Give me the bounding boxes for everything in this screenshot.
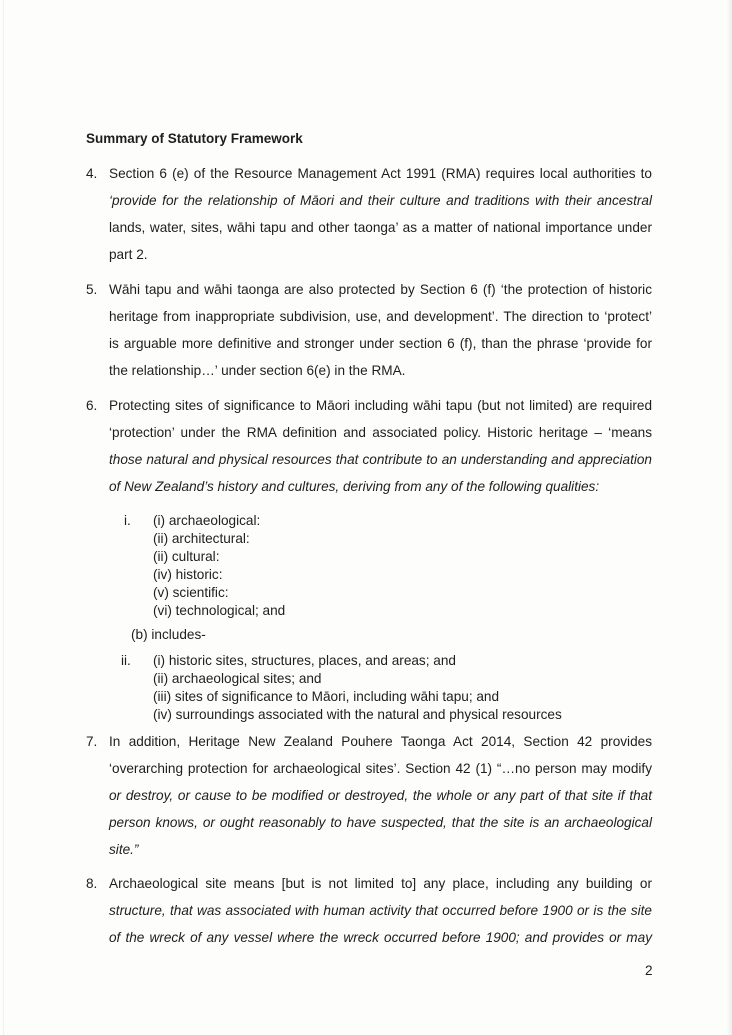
- paragraph-line: ‘overarching protection for archaeological sites’. Section 42 (1) “…no person may modify: [109, 761, 652, 776]
- paragraph-5: [86, 276, 652, 384]
- paragraph-line: structure, that was associated with human activity that occurred before 1900 or is the site: [109, 903, 652, 918]
- paragraph-line: heritage from inappropriate subdivision, use, and development’. The direction to ‘protect’: [109, 309, 652, 324]
- list-item: (iv) surroundings associated with the natural and physical resources: [153, 707, 562, 722]
- page-number: 2: [645, 963, 653, 978]
- list-roman-numeral: ii.: [121, 653, 131, 668]
- section-heading: Summary of Statutory Framework: [86, 131, 303, 146]
- list-item: (v) scientific:: [153, 585, 229, 600]
- paragraph-line: or destroy, or cause to be modified or destroyed, the whole or any part of that site if that: [109, 788, 652, 803]
- scan-edge-shadow: [726, 0, 732, 1035]
- list-item: (iii) sites of significance to Māori, including wāhi tapu; and: [153, 689, 500, 704]
- paragraph-line: the relationship…’ under section 6(e) in the RMA.: [109, 363, 406, 378]
- paragraph-number: 6.: [86, 398, 98, 413]
- paragraph-line: person knows, or ought reasonably to have suspected, that the site is an archaeological: [109, 815, 652, 830]
- paragraph-7: [86, 728, 652, 863]
- paragraph-line: of the wreck of any vessel where the wreck occurred before 1900; and provides or may: [109, 930, 652, 945]
- paragraph-6: [86, 392, 652, 500]
- list-item: (i) archaeological:: [153, 513, 261, 528]
- paragraph-line: Protecting sites of significance to Māori including wāhi tapu (but not limited) are required: [109, 398, 652, 413]
- paragraph-number: 4.: [86, 166, 98, 181]
- paragraph-line: of New Zealand’s history and cultures, deriving from any of the following qualities:: [109, 479, 600, 494]
- paragraph-number: 5.: [86, 282, 98, 297]
- list-item: (i) historic sites, structures, places, and areas; and: [153, 653, 456, 668]
- paragraph-line: is arguable more definitive and stronger under section 6 (f), than the phrase ‘provide for: [109, 336, 652, 351]
- paragraph-line: those natural and physical resources that contribute to an understanding and appreciation: [109, 452, 652, 467]
- paragraph-line: ‘provide for the relationship of Māori and their culture and traditions with their ancestral: [109, 193, 652, 208]
- paragraph-4: [86, 160, 652, 268]
- paragraph-number: 7.: [86, 734, 98, 749]
- paragraph-8: [86, 870, 652, 951]
- includes-label: (b) includes-: [131, 627, 206, 642]
- paragraph-line: In addition, Heritage New Zealand Pouhere Taonga Act 2014, Section 42 provides: [109, 734, 652, 749]
- paragraph-number: 8.: [86, 876, 98, 891]
- list-item: (ii) cultural:: [153, 549, 220, 564]
- paragraph-line: Archaeological site means [but is not limited to] any place, including any building or: [109, 876, 652, 891]
- list-item: (ii) architectural:: [153, 531, 250, 546]
- scan-edge: [3, 0, 4, 1035]
- paragraph-line: Wāhi tapu and wāhi taonga are also protected by Section 6 (f) ‘the protection of historic: [109, 282, 652, 297]
- list-item: (ii) archaeological sites; and: [153, 671, 322, 686]
- paragraph-line: part 2.: [109, 247, 148, 262]
- paragraph-line: site.”: [109, 842, 139, 857]
- paragraph-line: lands, water, sites, wāhi tapu and other taonga’ as a matter of national importance under: [109, 220, 652, 235]
- list-roman-numeral: i.: [124, 513, 131, 528]
- paragraph-line: ‘protection’ under the RMA definition and associated policy. Historic heritage – ‘means: [109, 425, 652, 440]
- list-item: (vi) technological; and: [153, 603, 286, 618]
- list-item: (iv) historic:: [153, 567, 223, 582]
- paragraph-line: Section 6 (e) of the Resource Management Act 1991 (RMA) requires local authorities to: [109, 166, 652, 181]
